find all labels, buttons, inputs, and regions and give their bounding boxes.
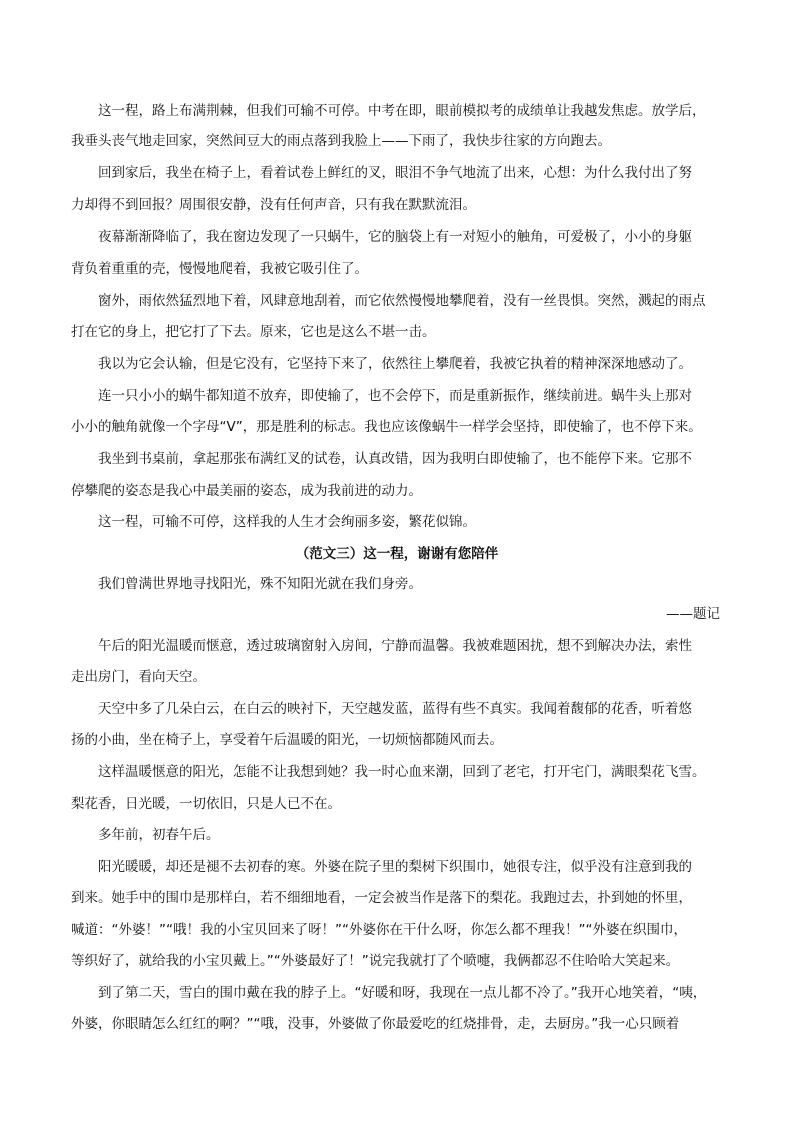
text-line: 喊道：“外婆！”“哦！我的小宝贝回来了呀！”“外婆你在干什么呀，你怎么都不理我！”“外婆在织围巾， xyxy=(71,922,687,938)
text-line: 我坐到书桌前，拿起那张布满红叉的试卷，认真改错，因为我明白即使输了，也不能停下来。它那不 xyxy=(98,451,692,467)
text-line: 力却得不到回报？周围很安静，没有任何声音，只有我在默默流泪。 xyxy=(71,197,476,213)
text-line: 阳光暖暖，却还是褪不去初春的寒。外婆在院子里的梨树下织围巾，她很专注，似乎没有注意到我的 xyxy=(98,859,692,875)
section-title: （范文三）这一程，谢谢有您陪伴 xyxy=(295,546,499,562)
text-line: 停攀爬的姿态是我心中最美丽的姿态，成为我前进的动力。 xyxy=(71,483,422,499)
text-line: 小小的触角就像一个字母“V”，那是胜利的标志。我也应该像蜗牛一样学会坚持，即使输了，也不停下来。 xyxy=(71,419,702,435)
text-line: 我垂头丧气地走回家，突然间豆大的雨点落到我脸上——下雨了，我快步往家的方向跑去。 xyxy=(71,133,611,149)
text-line: 打在它的身上，把它打了下去。原来，它也是这么不堪一击。 xyxy=(71,324,436,340)
text-line: 梨花香，日光暖，一切依旧，只是人已不在。 xyxy=(71,796,341,812)
text-line: 等织好了，就给我的小宝贝戴上。”“外婆最好了！”说完我就打了个喷嚏，我俩都忍不住哈哈大笑起来。 xyxy=(71,953,680,969)
text-line: 午后的阳光温暖而惬意，透过玻璃窗射入房间，宁静而温馨。我被难题困扰，想不到解决办法，索性 xyxy=(98,638,692,654)
text-line: 这一程，可输不可停，这样我的人生才会绚丽多姿，繁花似锦。 xyxy=(98,514,476,530)
text-line: 连一只小小的蜗牛都知道不放弃，即使输了，也不会停下，而是重新振作，继续前进。蜗牛头上那对 xyxy=(98,388,692,404)
text-line: 这一程，路上布满荆棘，但我们可输不可停。中考在即，眼前模拟考的成绩单让我越发焦虑。放学后， xyxy=(98,103,706,119)
text-line: 我们曾满世界地寻找阳光，殊不知阳光就在我们身旁。 xyxy=(98,576,422,592)
text-line: 天空中多了几朵白云，在白云的映衬下，天空越发蓝，蓝得有些不真实。我闻着馥郁的花香，听着悠 xyxy=(98,701,692,717)
text-line: 到来。她手中的围巾是那样白，若不细细地看，一定会被当作是落下的梨花。我跑过去，扑到她的怀里， xyxy=(71,890,692,906)
text-line: 夜幕渐渐降临了，我在窗边发现了一只蜗牛，它的脑袋上有一对短小的触角，可爱极了，小小的身躯 xyxy=(98,229,692,245)
epigraph-attribution: ——题记 xyxy=(666,606,720,622)
text-line: 背负着重重的壳，慢慢地爬着，我被它吸引住了。 xyxy=(71,261,368,277)
text-line: 这样温暖惬意的阳光，怎能不让我想到她？我一时心血来潮，回到了老宅，打开宅门，满眼梨花飞雪。 xyxy=(98,764,706,780)
text-line: 回到家后，我坐在椅子上，看着试卷上鲜红的叉，眼泪不争气地流了出来，心想：为什么我付出了努 xyxy=(98,165,692,181)
text-line: 我以为它会认输，但是它没有，它坚持下来了，依然往上攀爬着，我被它执着的精神深深地感动了。 xyxy=(98,356,692,372)
text-line: 到了第二天，雪白的围巾戴在我的脖子上。“好暖和呀，我现在一点儿都不冷了。”我开心地笑着，“咦， xyxy=(98,985,707,1001)
text-line: 扬的小曲，坐在椅子上，享受着午后温暖的阳光，一切烦恼都随风而去。 xyxy=(71,732,503,748)
text-line: 外婆，你眼睛怎么红红的啊？”“哦，没事，外婆做了你最爱吃的红烧排骨，走，去厨房。”我一心只顾着 xyxy=(71,1016,680,1032)
text-line: 窗外，雨依然猛烈地下着，风肆意地刮着，而它依然慢慢地攀爬着，没有一丝畏惧。突然，溅起的雨点 xyxy=(98,293,706,309)
text-line: 走出房门，看向天空。 xyxy=(71,669,206,685)
text-line: 多年前，初春午后。 xyxy=(98,827,220,843)
